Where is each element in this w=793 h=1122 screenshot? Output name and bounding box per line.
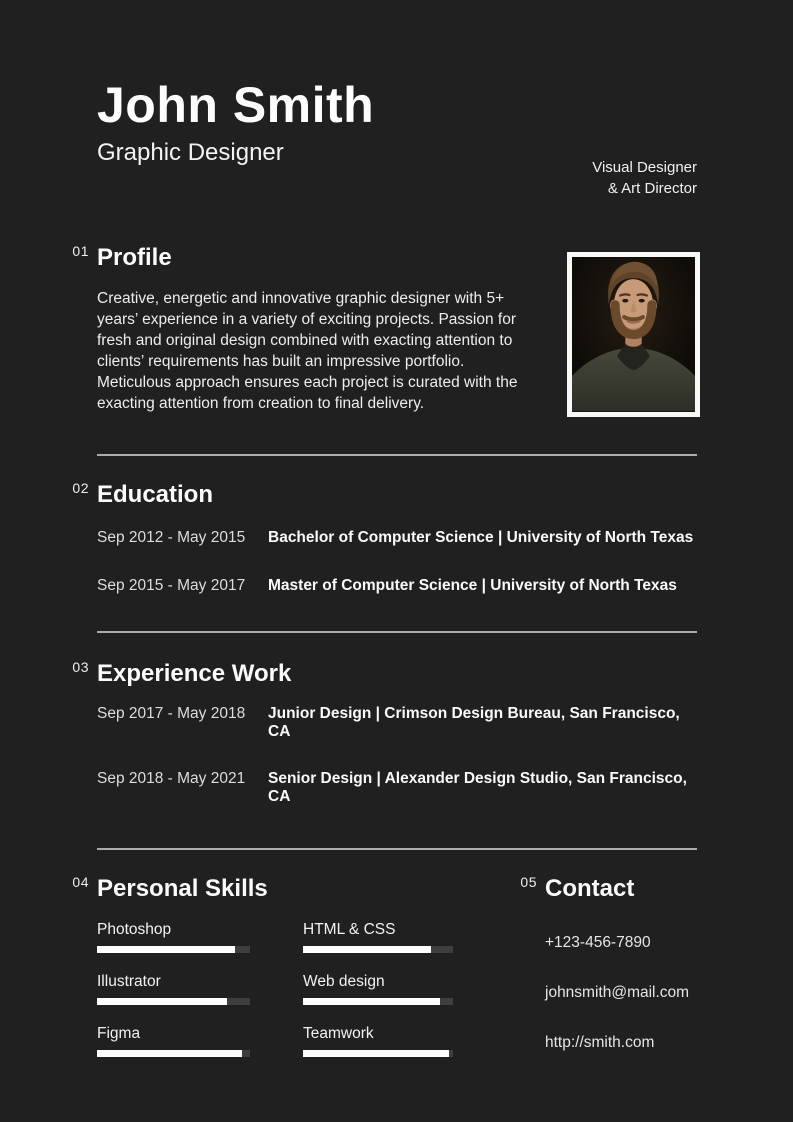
tagline <box>592 157 697 199</box>
profile-photo <box>567 252 700 417</box>
skills-section-number: 04 <box>72 874 89 890</box>
skill-bar <box>97 946 250 953</box>
contact-section-number: 05 <box>520 874 537 890</box>
experience-section-number: 03 <box>72 659 89 675</box>
skill-item <box>303 973 453 1005</box>
skill-bar <box>97 998 250 1005</box>
skill-bar-fill <box>303 1050 449 1057</box>
section-contact <box>520 874 690 1077</box>
profile-body <box>97 288 697 417</box>
skill-item <box>97 921 250 953</box>
skill-bar <box>303 998 453 1005</box>
divider <box>97 631 697 633</box>
skill-bar-fill <box>303 998 440 1005</box>
skill-bar-fill <box>97 1050 242 1057</box>
experience-title: Experience Work <box>97 660 292 687</box>
profile-heading <box>72 243 697 272</box>
section-skills <box>72 874 453 1077</box>
education-dates: Sep 2015 - May 2017 <box>97 577 246 594</box>
experience-row <box>97 770 697 806</box>
skill-bar-fill <box>97 998 227 1005</box>
education-dates: Sep 2012 - May 2015 <box>97 529 246 546</box>
header <box>97 78 697 199</box>
contact-website: http://smith.com <box>545 1034 655 1051</box>
education-row <box>97 577 697 595</box>
skill-bar <box>303 946 453 953</box>
education-detail: Master of Computer Science | University of North Texas <box>268 577 677 594</box>
experience-heading <box>72 659 697 688</box>
profile-text: Creative, energetic and innovative graphic designer with 5+ years’ experience in a variety of exciting projects. Passion for fresh and original design combined with exacting attention to clients’ requirements has built an impressive portfolio. Meticulous approach ensures each project is curated with the exacting attention from creation to final delivery. <box>97 290 518 412</box>
divider <box>97 848 697 850</box>
skill-item <box>303 1025 453 1057</box>
divider <box>97 454 697 456</box>
profile-section-number: 01 <box>72 243 89 259</box>
skills-heading <box>72 874 453 903</box>
education-title: Education <box>97 481 214 508</box>
portrait-illustration <box>572 257 695 412</box>
section-experience <box>72 659 697 806</box>
skill-bar-fill <box>97 946 235 953</box>
contact-title: Contact <box>545 875 635 902</box>
bottom-columns <box>72 874 697 1077</box>
tagline-line-2: & Art Director <box>607 180 697 197</box>
skills-grid <box>97 921 453 1077</box>
skill-label: HTML & CSS <box>303 921 396 938</box>
experience-detail: Senior Design | Alexander Design Studio, San Francisco, CA <box>268 770 687 805</box>
subtitle-row <box>97 139 697 199</box>
experience-dates: Sep 2017 - May 2018 <box>97 705 246 722</box>
skill-label: Figma <box>97 1025 141 1042</box>
tagline-line-1: Visual Designer <box>592 159 697 176</box>
contact-email: johnsmith@mail.com <box>545 984 690 1001</box>
experience-detail: Junior Design | Crimson Design Bureau, San Francisco, CA <box>268 705 680 740</box>
education-heading <box>72 480 697 509</box>
experience-row <box>97 705 697 741</box>
section-profile <box>72 243 697 417</box>
skill-bar <box>97 1050 250 1057</box>
skills-title: Personal Skills <box>97 875 268 902</box>
section-education <box>72 480 697 595</box>
experience-dates: Sep 2018 - May 2021 <box>97 770 246 787</box>
skill-label: Teamwork <box>303 1025 374 1042</box>
skill-label: Web design <box>303 973 385 990</box>
job-title: Graphic Designer <box>97 139 284 166</box>
skill-bar <box>303 1050 453 1057</box>
contact-heading <box>520 874 689 903</box>
education-section-number: 02 <box>72 480 89 496</box>
education-detail: Bachelor of Computer Science | University of North Texas <box>268 529 694 546</box>
person-name: John Smith <box>97 77 375 133</box>
skill-label: Photoshop <box>97 921 172 938</box>
skill-item <box>303 921 453 953</box>
skill-item <box>97 973 250 1005</box>
skill-item <box>97 1025 250 1057</box>
skill-bar-fill <box>303 946 431 953</box>
profile-title: Profile <box>97 244 172 271</box>
skill-label: Illustrator <box>97 973 161 990</box>
education-row <box>97 529 697 547</box>
contact-phone: +123-456-7890 <box>545 934 651 951</box>
